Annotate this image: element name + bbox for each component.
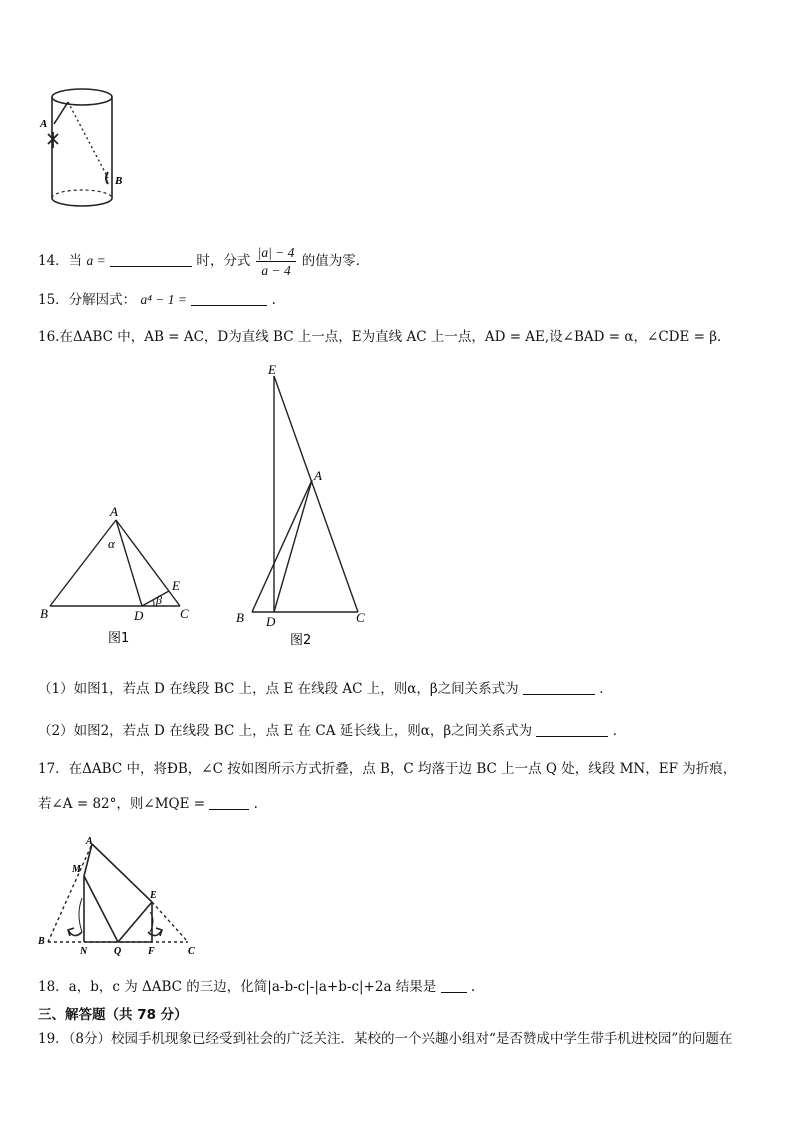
q15-prefix: 15．分解因式：: [38, 292, 137, 308]
question-19: [38, 1030, 732, 1048]
q14-fraction: [256, 244, 297, 279]
q14-denominator: a − 4: [261, 263, 291, 278]
fig17-ae: [92, 844, 152, 902]
fig1-ac: [116, 520, 180, 606]
fig2-label-b: B: [236, 610, 244, 625]
fig2-label-e: E: [268, 362, 276, 377]
fig17-label-c: C: [188, 946, 195, 957]
fig2-ec: [274, 376, 358, 612]
figure-2: [232, 360, 382, 652]
q14-answer-blank[interactable]: [110, 252, 192, 267]
q17-line1-text: 17．在ΔABC 中，将ÐB，∠C 按如图所示方式折叠，点 B，C 均落于边 BC 上一点 Q 处，线段 MN，EF 为折痕，: [38, 761, 737, 777]
fig17-ec: [152, 902, 188, 942]
fig1-label-a: A: [110, 504, 118, 519]
q19-text: 19．（8分）校园手机现象已经受到社会的广泛关注．某校的一个兴趣小组对“是否赞成中学生带手机进校园”的问题在: [38, 1031, 733, 1047]
q14-middle-text: 时，分式: [196, 253, 251, 269]
q14-tail: 的值为零．: [301, 253, 370, 269]
fig17-ab: [48, 844, 92, 942]
fig17-label-m: M: [72, 864, 81, 875]
fig1-label-b: B: [40, 606, 48, 621]
q16-part1-answer-blank[interactable]: [523, 680, 595, 695]
figure-1: [38, 500, 198, 650]
fig17-label-b: B: [38, 936, 45, 947]
q15-expression: a⁴ − 1 =: [140, 292, 188, 307]
fig1-label-alpha: α: [108, 536, 115, 551]
q16-part1-end: ．: [599, 681, 613, 697]
fig1-beta-arc: [153, 600, 154, 606]
fig2-ab: [252, 480, 312, 612]
fig17-label-a: A: [86, 836, 93, 847]
fig1-ab: [50, 520, 116, 606]
fig2-ad: [274, 480, 312, 612]
fig2-label-d: D: [266, 614, 276, 629]
question-14: [38, 244, 369, 279]
fig17-eq: [118, 902, 152, 942]
figure-17-folding: [38, 832, 208, 962]
q16-part2-text: （2）如图2，若点 D 在线段 BC 上，点 E 在 CA 延长线上，则α，β之间关系式为: [38, 723, 533, 739]
q14-numerator: |a| − 4: [257, 245, 295, 260]
fig17-fold-curve-left-icon: [79, 898, 82, 932]
fig1-label-c: C: [180, 606, 189, 621]
fig2-label-a: A: [314, 468, 322, 483]
point-b-label: B: [115, 175, 123, 187]
fig1-label-e: E: [172, 578, 180, 593]
fig17-mq: [84, 876, 118, 942]
fig17-label-n: N: [80, 946, 88, 957]
fig17-label-e: E: [150, 890, 157, 901]
q16-text: 16.在ΔABC 中，AB = AC，D为直线 BC 上一点，E为直线 AC 上一点，AD = AE,设∠BAD = α，∠CDE = β．: [38, 329, 731, 345]
q14-variable: a =: [86, 253, 106, 268]
q15-tail: .: [271, 292, 276, 308]
fig17-label-f: F: [148, 946, 155, 957]
q17-answer-blank[interactable]: [209, 795, 249, 810]
q15-answer-blank[interactable]: [191, 291, 267, 306]
question-16: [38, 328, 731, 346]
q14-prefix: 14．当: [38, 253, 83, 269]
fig2-label-c: C: [356, 610, 365, 625]
cylinder-bottom-front: [52, 198, 112, 206]
fig1-ad: [116, 520, 142, 606]
q17-line2-text: 若∠A = 82°，则∠MQE =: [38, 796, 206, 812]
fig17-fold-arrow-left-icon: [68, 928, 82, 936]
question-17-line-2: [38, 795, 258, 813]
fig2-caption: 图2: [290, 633, 312, 648]
q16-part2-end: ．: [612, 723, 627, 739]
question-15: [38, 291, 276, 309]
question-18: [38, 978, 475, 996]
question-16-part-2: [38, 722, 626, 740]
q18-end: .: [470, 979, 476, 995]
section-3-heading: 三、解答题（共 78 分）: [38, 1007, 188, 1023]
question-16-part-1: [38, 680, 613, 698]
fig1-label-d: D: [134, 608, 144, 623]
fig17-label-q: Q: [114, 946, 122, 957]
q18-answer-blank[interactable]: [441, 978, 467, 993]
q16-part2-answer-blank[interactable]: [536, 722, 608, 737]
fig1-caption: 图1: [108, 631, 130, 646]
point-a-label: A: [40, 118, 48, 130]
cylinder-bottom-back: [52, 190, 112, 198]
path-a-to-top: [54, 102, 68, 124]
cylinder-figure: [38, 82, 128, 217]
question-17-line-1: [38, 760, 736, 778]
q18-text: 18．a，b，c 为 ΔABC 的三边，化简|a-b-c|-|a+b-c|+2a 结果是: [38, 979, 437, 995]
ant-icon: [48, 132, 58, 148]
q16-part1-text: （1）如图1，若点 D 在线段 BC 上，点 E 在线段 AC 上，则α，β之间关系式为: [38, 681, 519, 697]
cylinder-top: [52, 89, 112, 105]
q17-end: .: [253, 796, 258, 812]
dotted-path-to-b: [68, 102, 108, 178]
fig1-label-beta: β: [156, 593, 162, 607]
